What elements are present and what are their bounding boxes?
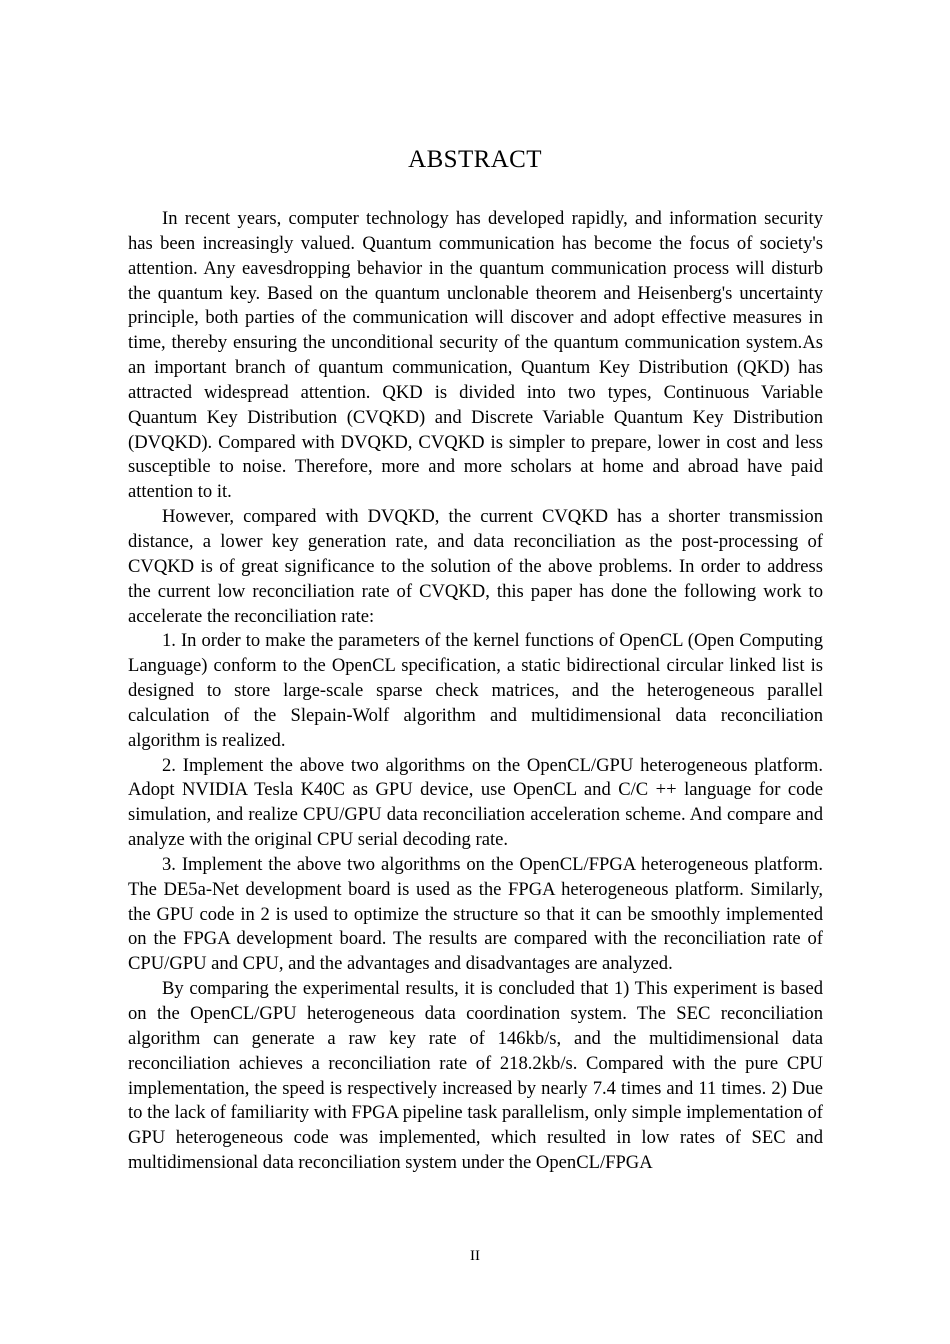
paragraph: By comparing the experimental results, it is concluded that 1) This experiment is based on the OpenCL/GPU heterogeneous data coordination system. The SEC reconciliation algorithm can generate a raw key rate of 146kb/s, and the multidimensional data reconciliation achieves a reconciliation rate of 218.2kb/s. Compared with the pure CPU implementation, the speed is respectively increased by nearly 7.4 times and 11 times. 2) Due to the lack of familiarity with FPGA pipeline task parallelism, only simple implementation of GPU heterogeneous code was implemented, which resulted in low rates of SEC and multidimensional data reconciliation system under the OpenCL/FPGA (128, 978, 823, 1174)
page-title: ABSTRACT (408, 146, 542, 173)
paragraph: In recent years, computer technology has developed rapidly, and information security has been increasingly valued. Quantum communication has become the focus of society's attention. Any eavesdropping behavior in the quantum communication process will disturb the quantum key. Based on the quantum unclonable theorem and Heisenberg's uncertainty principle, both parties of the communication will discover and adopt effective measures in time, thereby ensuring the unconditional security of the quantum communication system.As an important branch of quantum communication, Quantum Key Distribution (QKD) has attracted widespread attention. QKD is divided into two types, Continuous Variable Quantum Key Distribution (CVQKD) and Discrete Variable Quantum Key Distribution (DVQKD). Compared with DVQKD, CVQKD is simpler to prepare, lower in cost and less susceptible to noise. Therefore, more and more scholars at home and abroad have paid attention to it. (128, 208, 823, 503)
paragraph: 1. In order to make the parameters of the kernel functions of OpenCL (Open Computing Language) conform to the OpenCL specification, a static bidirectional circular linked list is designed to store large-scale sparse check matrices, and the heterogeneous parallel calculation of the Slepain-Wolf algorithm and multidimensional data reconciliation algorithm is realized. (128, 630, 823, 751)
paragraph: 2. Implement the above two algorithms on the OpenCL/GPU heterogeneous platform. Adopt NVIDIA Tesla K40C as GPU device, use OpenCL and C/C ++ language for code simulation, and realize CPU/GPU data reconciliation acceleration scheme. And compare and analyze with the original CPU serial decoding rate. (128, 754, 823, 851)
page-number: II (470, 1248, 480, 1264)
paragraph: 3. Implement the above two algorithms on the OpenCL/FPGA heterogeneous platform. The DE5a-Net development board is used as the FPGA heterogeneous platform. Similarly, the GPU code in 2 is used to optimize the structure so that it can be smoothly implemented on the FPGA development board. The results are compared with the reconciliation rate of CPU/GPU and CPU, and the advantages and disadvantages are analyzed. (128, 853, 823, 975)
paragraph: However, compared with DVQKD, the current CVQKD has a shorter transmission distance, a lower key generation rate, and data reconciliation as the post-processing of CVQKD is of great significance to the solution of the above problems. In order to address the current low reconciliation rate of CVQKD, this paper has done the following work to accelerate the reconciliation rate: (128, 506, 823, 627)
abstract-body (128, 207, 823, 1176)
